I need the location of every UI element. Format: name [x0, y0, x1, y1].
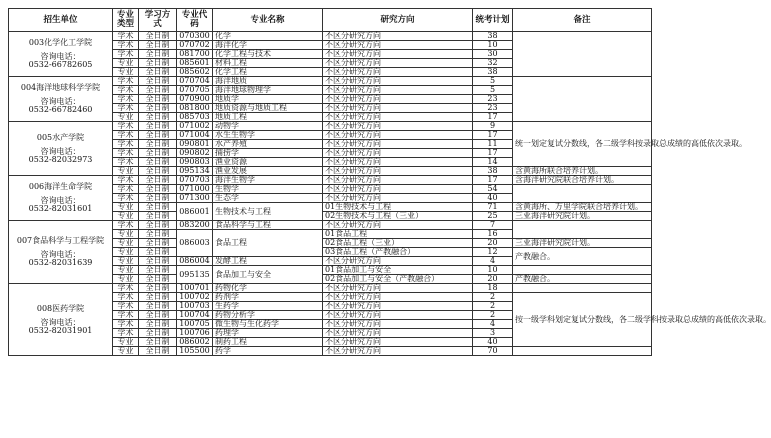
major-type-cell: 学术	[113, 221, 139, 230]
research-direction-cell: 03食品工程（产教融合）	[323, 248, 473, 257]
major-name-cell: 动物学	[213, 122, 323, 131]
phone-label: 咨询电话：	[40, 97, 81, 106]
major-type-cell: 专业	[113, 266, 139, 275]
research-direction-cell: 不区分研究方向	[323, 50, 473, 59]
plan-count-cell: 54	[473, 185, 513, 194]
phone-number: 0532-66782460	[28, 105, 93, 114]
note-cell: 按一级学科划定复试分数线，各二级学科按录取总成绩的高低依次录取。	[513, 293, 652, 347]
study-mode-cell: 全日制	[139, 329, 177, 338]
note-cell: 含黄海所联合培养计划。	[513, 167, 652, 176]
major-type-cell: 学术	[113, 95, 139, 104]
research-direction-cell: 不区分研究方向	[323, 149, 473, 158]
plan-count-cell: 38	[473, 32, 513, 41]
study-mode-cell: 全日制	[139, 149, 177, 158]
unit-cell	[9, 32, 113, 77]
note-cell	[513, 32, 652, 77]
major-type-cell: 学术	[113, 41, 139, 50]
study-mode-cell: 全日制	[139, 131, 177, 140]
research-direction-cell: 不区分研究方向	[323, 104, 473, 113]
major-name-cell: 渔业资源	[213, 158, 323, 167]
plan-count-cell: 3	[473, 329, 513, 338]
unit-cell	[9, 284, 113, 356]
major-type-cell: 学术	[113, 194, 139, 203]
plan-count-cell: 7	[473, 221, 513, 230]
research-direction-cell: 02食品工程（三亚）	[323, 239, 473, 248]
unit-name: 007食品科学与工程学院	[16, 236, 105, 245]
note-cell: 三亚海洋研究院计划。	[513, 239, 652, 248]
study-mode-cell: 全日制	[139, 293, 177, 302]
research-direction-cell: 01食品工程	[323, 230, 473, 239]
major-name-cell: 药理学	[213, 329, 323, 338]
study-mode-cell: 全日制	[139, 275, 177, 284]
research-direction-cell: 不区分研究方向	[323, 113, 473, 122]
major-type-cell: 学术	[113, 311, 139, 320]
plan-count-cell: 11	[473, 140, 513, 149]
header-direction: 研究方向	[323, 9, 473, 32]
major-name-cell: 捕捞学	[213, 149, 323, 158]
research-direction-cell: 不区分研究方向	[323, 68, 473, 77]
major-name-cell: 化学	[213, 32, 323, 41]
major-code-cell: 100706	[177, 329, 213, 338]
study-mode-cell: 全日制	[139, 95, 177, 104]
research-direction-cell: 不区分研究方向	[323, 302, 473, 311]
study-mode-cell: 全日制	[139, 104, 177, 113]
phone-number: 0532-66782605	[28, 60, 93, 69]
major-code-cell: 086002	[177, 338, 213, 347]
study-mode-cell: 全日制	[139, 86, 177, 95]
major-name-cell: 药物分析学	[213, 311, 323, 320]
major-code-cell: 090801	[177, 140, 213, 149]
study-mode-cell: 全日制	[139, 266, 177, 275]
study-mode-cell: 全日制	[139, 185, 177, 194]
plan-count-cell: 5	[473, 77, 513, 86]
plan-count-cell: 17	[473, 131, 513, 140]
note-cell	[513, 221, 652, 239]
major-name-cell: 制药工程	[213, 338, 323, 347]
major-code-cell: 090802	[177, 149, 213, 158]
research-direction-cell: 不区分研究方向	[323, 329, 473, 338]
research-direction-cell: 不区分研究方向	[323, 77, 473, 86]
unit-name: 008医药学院	[36, 303, 85, 313]
major-code-cell: 085602	[177, 68, 213, 77]
major-type-cell: 学术	[113, 86, 139, 95]
header-code: 专业代码	[177, 9, 213, 32]
major-name-cell: 发酵工程	[213, 257, 323, 266]
plan-count-cell: 20	[473, 275, 513, 284]
header-mode: 学习方式	[139, 9, 177, 32]
study-mode-cell: 全日制	[139, 338, 177, 347]
major-code-cell: 081700	[177, 50, 213, 59]
major-code-cell: 071000	[177, 185, 213, 194]
study-mode-cell: 全日制	[139, 41, 177, 50]
major-code-cell: 070704	[177, 77, 213, 86]
major-type-cell: 专业	[113, 347, 139, 356]
major-name-cell: 渔业发展	[213, 167, 323, 176]
major-name-cell: 化学工程与技术	[213, 50, 323, 59]
plan-count-cell: 40	[473, 338, 513, 347]
major-type-cell: 专业	[113, 167, 139, 176]
header-note: 备注	[513, 9, 652, 32]
phone-number: 0532-82031639	[28, 258, 93, 267]
major-code-cell: 086001	[177, 203, 213, 221]
research-direction-cell: 不区分研究方向	[323, 140, 473, 149]
major-type-cell: 学术	[113, 320, 139, 329]
research-direction-cell: 不区分研究方向	[323, 194, 473, 203]
phone-label: 咨询电话：	[40, 196, 81, 205]
research-direction-cell: 不区分研究方向	[323, 131, 473, 140]
major-type-cell: 学术	[113, 32, 139, 41]
plan-count-cell: 32	[473, 59, 513, 68]
major-type-cell: 学术	[113, 185, 139, 194]
major-name-cell: 地质资源与地质工程	[213, 104, 323, 113]
research-direction-cell: 不区分研究方向	[323, 59, 473, 68]
research-direction-cell: 不区分研究方向	[323, 185, 473, 194]
research-direction-cell: 不区分研究方向	[323, 338, 473, 347]
major-type-cell: 专业	[113, 257, 139, 266]
major-name-cell: 化学工程	[213, 68, 323, 77]
table-body	[9, 31, 771, 356]
research-direction-cell: 不区分研究方向	[323, 221, 473, 230]
header-plan: 统考计划	[473, 9, 513, 32]
major-code-cell: 070705	[177, 86, 213, 95]
study-mode-cell: 全日制	[139, 167, 177, 176]
major-code-cell: 100704	[177, 311, 213, 320]
research-direction-cell: 不区分研究方向	[323, 257, 473, 266]
note-cell: 统一划定复试分数线，各二级学科按录取总成绩的高低依次录取。	[513, 122, 652, 167]
plan-count-cell: 23	[473, 104, 513, 113]
major-type-cell: 专业	[113, 59, 139, 68]
major-type-cell: 专业	[113, 68, 139, 77]
study-mode-cell: 全日制	[139, 122, 177, 131]
study-mode-cell: 全日制	[139, 230, 177, 239]
phone-label: 咨询电话：	[40, 250, 81, 259]
major-type-cell: 专业	[113, 113, 139, 122]
major-type-cell: 学术	[113, 104, 139, 113]
major-type-cell: 学术	[113, 140, 139, 149]
header-row	[9, 9, 652, 32]
major-type-cell: 专业	[113, 275, 139, 284]
plan-count-cell: 2	[473, 302, 513, 311]
major-name-cell: 生药学	[213, 302, 323, 311]
major-type-cell: 专业	[113, 338, 139, 347]
major-code-cell: 085703	[177, 113, 213, 122]
plan-count-cell: 12	[473, 248, 513, 257]
study-mode-cell: 全日制	[139, 284, 177, 293]
major-code-cell: 100705	[177, 320, 213, 329]
major-code-cell: 095134	[177, 167, 213, 176]
major-type-cell: 学术	[113, 329, 139, 338]
major-type-cell: 专业	[113, 212, 139, 221]
plan-count-cell: 10	[473, 266, 513, 275]
enrollment-document	[8, 8, 771, 356]
study-mode-cell: 全日制	[139, 113, 177, 122]
note-cell	[513, 185, 652, 203]
research-direction-cell: 不区分研究方向	[323, 86, 473, 95]
major-type-cell: 专业	[113, 248, 139, 257]
major-type-cell: 专业	[113, 239, 139, 248]
research-direction-cell: 不区分研究方向	[323, 311, 473, 320]
unit-name: 005水产学院	[36, 132, 85, 142]
major-type-cell: 学术	[113, 284, 139, 293]
major-code-cell: 100702	[177, 293, 213, 302]
major-code-cell: 081800	[177, 104, 213, 113]
major-name-cell: 海洋地球物理学	[213, 86, 323, 95]
plan-count-cell: 40	[473, 194, 513, 203]
research-direction-cell: 不区分研究方向	[323, 158, 473, 167]
major-name-cell: 食品工程	[213, 230, 323, 257]
major-code-cell: 086004	[177, 257, 213, 266]
major-code-cell: 105500	[177, 347, 213, 356]
plan-count-cell: 20	[473, 239, 513, 248]
research-direction-cell: 不区分研究方向	[323, 284, 473, 293]
major-name-cell: 材料工程	[213, 59, 323, 68]
study-mode-cell: 全日制	[139, 158, 177, 167]
research-direction-cell: 不区分研究方向	[323, 293, 473, 302]
major-type-cell: 专业	[113, 203, 139, 212]
major-code-cell: 100701	[177, 284, 213, 293]
major-name-cell: 食品科学与工程	[213, 221, 323, 230]
major-type-cell: 学术	[113, 131, 139, 140]
note-cell: 产教融合。	[513, 275, 652, 284]
unit-cell	[9, 122, 113, 176]
plan-count-cell: 17	[473, 149, 513, 158]
header-name: 专业名称	[213, 9, 323, 32]
major-name-cell: 海洋化学	[213, 41, 323, 50]
major-type-cell: 学术	[113, 77, 139, 86]
note-cell: 产教融合。	[513, 248, 652, 266]
major-name-cell: 海洋地质	[213, 77, 323, 86]
plan-count-cell: 14	[473, 158, 513, 167]
study-mode-cell: 全日制	[139, 239, 177, 248]
major-code-cell: 086003	[177, 230, 213, 257]
unit-name: 006海洋生命学院	[28, 182, 93, 191]
study-mode-cell: 全日制	[139, 140, 177, 149]
plan-count-cell: 71	[473, 203, 513, 212]
major-type-cell: 专业	[113, 230, 139, 239]
major-name-cell: 生物学	[213, 185, 323, 194]
plan-count-cell: 38	[473, 167, 513, 176]
plan-count-cell: 17	[473, 176, 513, 185]
research-direction-cell: 02食品加工与安全（产教融合）	[323, 275, 473, 284]
study-mode-cell: 全日制	[139, 257, 177, 266]
study-mode-cell: 全日制	[139, 347, 177, 356]
major-name-cell: 生物技术与工程	[213, 203, 323, 221]
major-type-cell: 学术	[113, 122, 139, 131]
major-type-cell: 学术	[113, 176, 139, 185]
plan-count-cell: 17	[473, 113, 513, 122]
note-cell: 三亚海洋研究院计划。	[513, 212, 652, 221]
plan-count-cell: 4	[473, 320, 513, 329]
study-mode-cell: 全日制	[139, 320, 177, 329]
phone-label: 咨询电话：	[40, 146, 81, 156]
major-code-cell: 090803	[177, 158, 213, 167]
major-type-cell: 学术	[113, 302, 139, 311]
research-direction-cell: 01生物技术与工程	[323, 203, 473, 212]
phone-number: 0532-82032973	[28, 154, 93, 164]
study-mode-cell: 全日制	[139, 302, 177, 311]
study-mode-cell: 全日制	[139, 212, 177, 221]
major-name-cell: 药学	[213, 347, 323, 356]
study-mode-cell: 全日制	[139, 248, 177, 257]
major-code-cell: 070300	[177, 32, 213, 41]
research-direction-cell: 不区分研究方向	[323, 167, 473, 176]
study-mode-cell: 全日制	[139, 311, 177, 320]
plan-count-cell: 2	[473, 293, 513, 302]
research-direction-cell: 不区分研究方向	[323, 347, 473, 356]
major-name-cell: 水产养殖	[213, 140, 323, 149]
major-type-cell: 学术	[113, 149, 139, 158]
plan-count-cell: 2	[473, 311, 513, 320]
plan-count-cell: 4	[473, 257, 513, 266]
plan-count-cell: 23	[473, 95, 513, 104]
study-mode-cell: 全日制	[139, 50, 177, 59]
major-name-cell: 食品加工与安全	[213, 266, 323, 284]
unit-name: 004海洋地球科学学院	[20, 83, 101, 92]
major-code-cell: 071002	[177, 122, 213, 131]
major-code-cell: 071300	[177, 194, 213, 203]
major-name-cell: 地质学	[213, 95, 323, 104]
plan-count-cell: 70	[473, 347, 513, 356]
unit-cell	[9, 176, 113, 221]
plan-count-cell: 9	[473, 122, 513, 131]
phone-label: 咨询电话：	[40, 52, 81, 61]
note-cell: 含黄海所、万里学院联合培养计划。	[513, 203, 652, 212]
major-name-cell: 生态学	[213, 194, 323, 203]
phone-number: 0532-82031901	[28, 325, 93, 335]
plan-count-cell: 16	[473, 230, 513, 239]
plan-count-cell: 10	[473, 41, 513, 50]
major-code-cell: 070900	[177, 95, 213, 104]
header-unit: 招生单位	[9, 9, 113, 32]
note-cell: 含海洋研究院联合培养计划。	[513, 176, 652, 185]
note-cell	[513, 77, 652, 122]
phone-label: 咨询电话：	[40, 317, 81, 327]
study-mode-cell: 全日制	[139, 194, 177, 203]
major-name-cell: 地质工程	[213, 113, 323, 122]
plan-count-cell: 30	[473, 50, 513, 59]
major-code-cell: 100703	[177, 302, 213, 311]
unit-cell	[9, 221, 113, 284]
research-direction-cell: 不区分研究方向	[323, 176, 473, 185]
major-code-cell: 070703	[177, 176, 213, 185]
note-cell	[513, 284, 652, 293]
research-direction-cell: 不区分研究方向	[323, 320, 473, 329]
study-mode-cell: 全日制	[139, 77, 177, 86]
research-direction-cell: 不区分研究方向	[323, 32, 473, 41]
major-code-cell: 083200	[177, 221, 213, 230]
plan-count-cell: 5	[473, 86, 513, 95]
plan-count-cell: 38	[473, 68, 513, 77]
major-code-cell: 095135	[177, 266, 213, 284]
unit-name: 003化学化工学院	[28, 38, 93, 47]
study-mode-cell: 全日制	[139, 68, 177, 77]
major-name-cell: 水生生物学	[213, 131, 323, 140]
plan-count-cell: 18	[473, 284, 513, 293]
unit-cell	[9, 77, 113, 122]
research-direction-cell: 01食品加工与安全	[323, 266, 473, 275]
study-mode-cell: 全日制	[139, 32, 177, 41]
major-code-cell: 071004	[177, 131, 213, 140]
major-name-cell: 药剂学	[213, 293, 323, 302]
plan-count-cell: 25	[473, 212, 513, 221]
study-mode-cell: 全日制	[139, 176, 177, 185]
note-cell	[513, 347, 652, 356]
study-mode-cell: 全日制	[139, 221, 177, 230]
major-type-cell: 学术	[113, 50, 139, 59]
major-type-cell: 学术	[113, 158, 139, 167]
major-code-cell: 085601	[177, 59, 213, 68]
major-name-cell: 药物化学	[213, 284, 323, 293]
major-type-cell: 学术	[113, 293, 139, 302]
major-name-cell: 微生物与生化药学	[213, 320, 323, 329]
major-code-cell: 070702	[177, 41, 213, 50]
header-type: 专业类型	[113, 9, 139, 32]
enrollment-table	[8, 8, 771, 356]
study-mode-cell: 全日制	[139, 203, 177, 212]
major-name-cell: 海洋生物学	[213, 176, 323, 185]
research-direction-cell: 02生物技术与工程（三亚）	[323, 212, 473, 221]
phone-number: 0532-82031601	[28, 204, 93, 213]
research-direction-cell: 不区分研究方向	[323, 122, 473, 131]
study-mode-cell: 全日制	[139, 59, 177, 68]
research-direction-cell: 不区分研究方向	[323, 41, 473, 50]
research-direction-cell: 不区分研究方向	[323, 95, 473, 104]
